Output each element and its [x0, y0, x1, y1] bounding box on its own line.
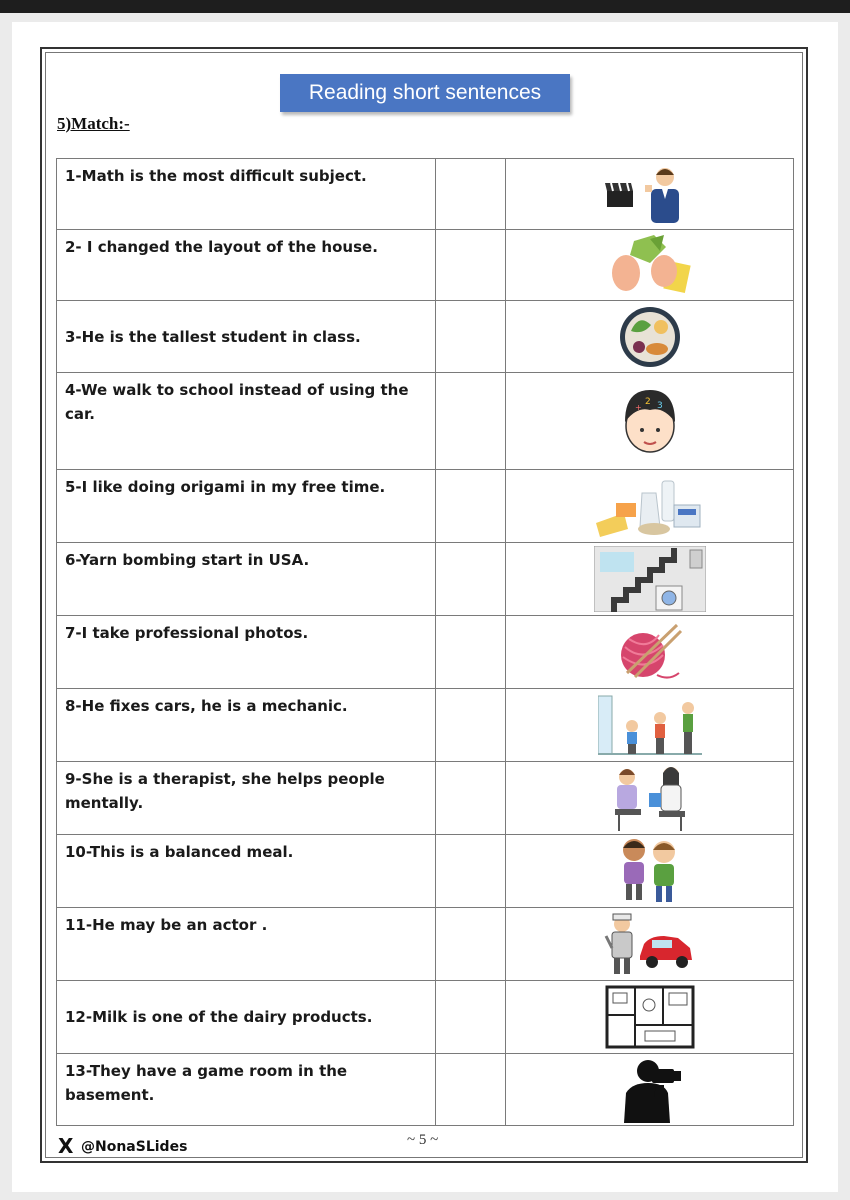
match-table	[56, 158, 794, 1126]
table-row	[57, 543, 794, 616]
table-row	[57, 230, 794, 301]
answer-cell[interactable]	[436, 373, 506, 470]
x-logo-icon: X	[58, 1134, 74, 1158]
svg-text:3: 3	[656, 401, 663, 411]
origami-hands-icon	[604, 233, 696, 297]
dairy-products-icon	[594, 475, 706, 537]
picture-cell	[506, 159, 794, 230]
kids-walking-icon	[612, 836, 688, 906]
table-row	[57, 373, 794, 470]
svg-text:+: +	[634, 403, 642, 412]
balanced-meal-plate-icon	[617, 305, 683, 369]
sentence-cell: 3-He is the tallest student in class.	[57, 301, 436, 373]
picture-cell	[506, 543, 794, 616]
answer-cell[interactable]	[436, 689, 506, 762]
picture-cell	[506, 301, 794, 373]
footer-handle: @NonaSLides	[81, 1139, 188, 1155]
answer-cell[interactable]	[436, 908, 506, 981]
picture-cell	[506, 616, 794, 689]
table-row	[57, 762, 794, 835]
therapist-session-icon	[609, 763, 691, 833]
table-row	[57, 689, 794, 762]
svg-text:2: 2	[644, 397, 651, 407]
answer-cell[interactable]	[436, 543, 506, 616]
top-bar	[0, 0, 850, 13]
answer-cell[interactable]	[436, 1054, 506, 1126]
table-row	[57, 981, 794, 1054]
picture-cell	[506, 373, 794, 470]
sentence-cell: 8-He fixes cars, he is a mechanic.	[57, 689, 436, 762]
sentence-cell: 4-We walk to school instead of using the car.	[57, 373, 436, 470]
sentence-cell: 1-Math is the most difficult subject.	[57, 159, 436, 230]
table-row	[57, 1054, 794, 1126]
table-row	[57, 470, 794, 543]
title-banner: Reading short sentences	[280, 74, 570, 112]
answer-cell[interactable]	[436, 616, 506, 689]
table-row	[57, 835, 794, 908]
sentence-cell: 7-I take professional photos.	[57, 616, 436, 689]
sentence-cell: 5-I like doing origami in my free time.	[57, 470, 436, 543]
answer-cell[interactable]	[436, 470, 506, 543]
picture-cell	[506, 762, 794, 835]
house-layout-plan-icon	[605, 985, 695, 1049]
height-chart-kids-icon	[598, 694, 702, 756]
table-row	[57, 616, 794, 689]
table-row	[57, 908, 794, 981]
table-row	[57, 159, 794, 230]
answer-cell[interactable]	[436, 159, 506, 230]
answer-cell[interactable]	[436, 230, 506, 301]
answer-cell[interactable]	[436, 301, 506, 373]
picture-cell	[506, 230, 794, 301]
sentence-cell: 2- I changed the layout of the house.	[57, 230, 436, 301]
picture-cell	[506, 835, 794, 908]
clapperboard-actor-icon	[605, 163, 695, 225]
answer-cell[interactable]	[436, 981, 506, 1054]
answer-cell[interactable]	[436, 835, 506, 908]
sentence-cell: 13-They have a game room in the basement.	[57, 1054, 436, 1126]
sentence-cell: 10-This is a balanced meal.	[57, 835, 436, 908]
section-label: 5)Match:-	[57, 114, 130, 133]
picture-cell	[506, 470, 794, 543]
math-head-icon	[619, 386, 681, 456]
yarn-ball-icon	[617, 623, 683, 681]
sentence-cell: 12-Milk is one of the dairy products.	[57, 981, 436, 1054]
answer-cell[interactable]	[436, 762, 506, 835]
table-row	[57, 301, 794, 373]
photographer-camera-icon	[618, 1057, 682, 1123]
picture-cell	[506, 1054, 794, 1126]
basement-room-icon	[594, 546, 706, 612]
picture-cell	[506, 981, 794, 1054]
sentence-cell: 6-Yarn bombing start in USA.	[57, 543, 436, 616]
sentence-cell: 9-She is a therapist, she helps people mentally.	[57, 762, 436, 835]
picture-cell	[506, 689, 794, 762]
mechanic-car-icon	[604, 912, 696, 976]
page-number: ~ 5 ~	[407, 1132, 439, 1148]
sentence-cell: 11-He may be an actor .	[57, 908, 436, 981]
picture-cell	[506, 908, 794, 981]
